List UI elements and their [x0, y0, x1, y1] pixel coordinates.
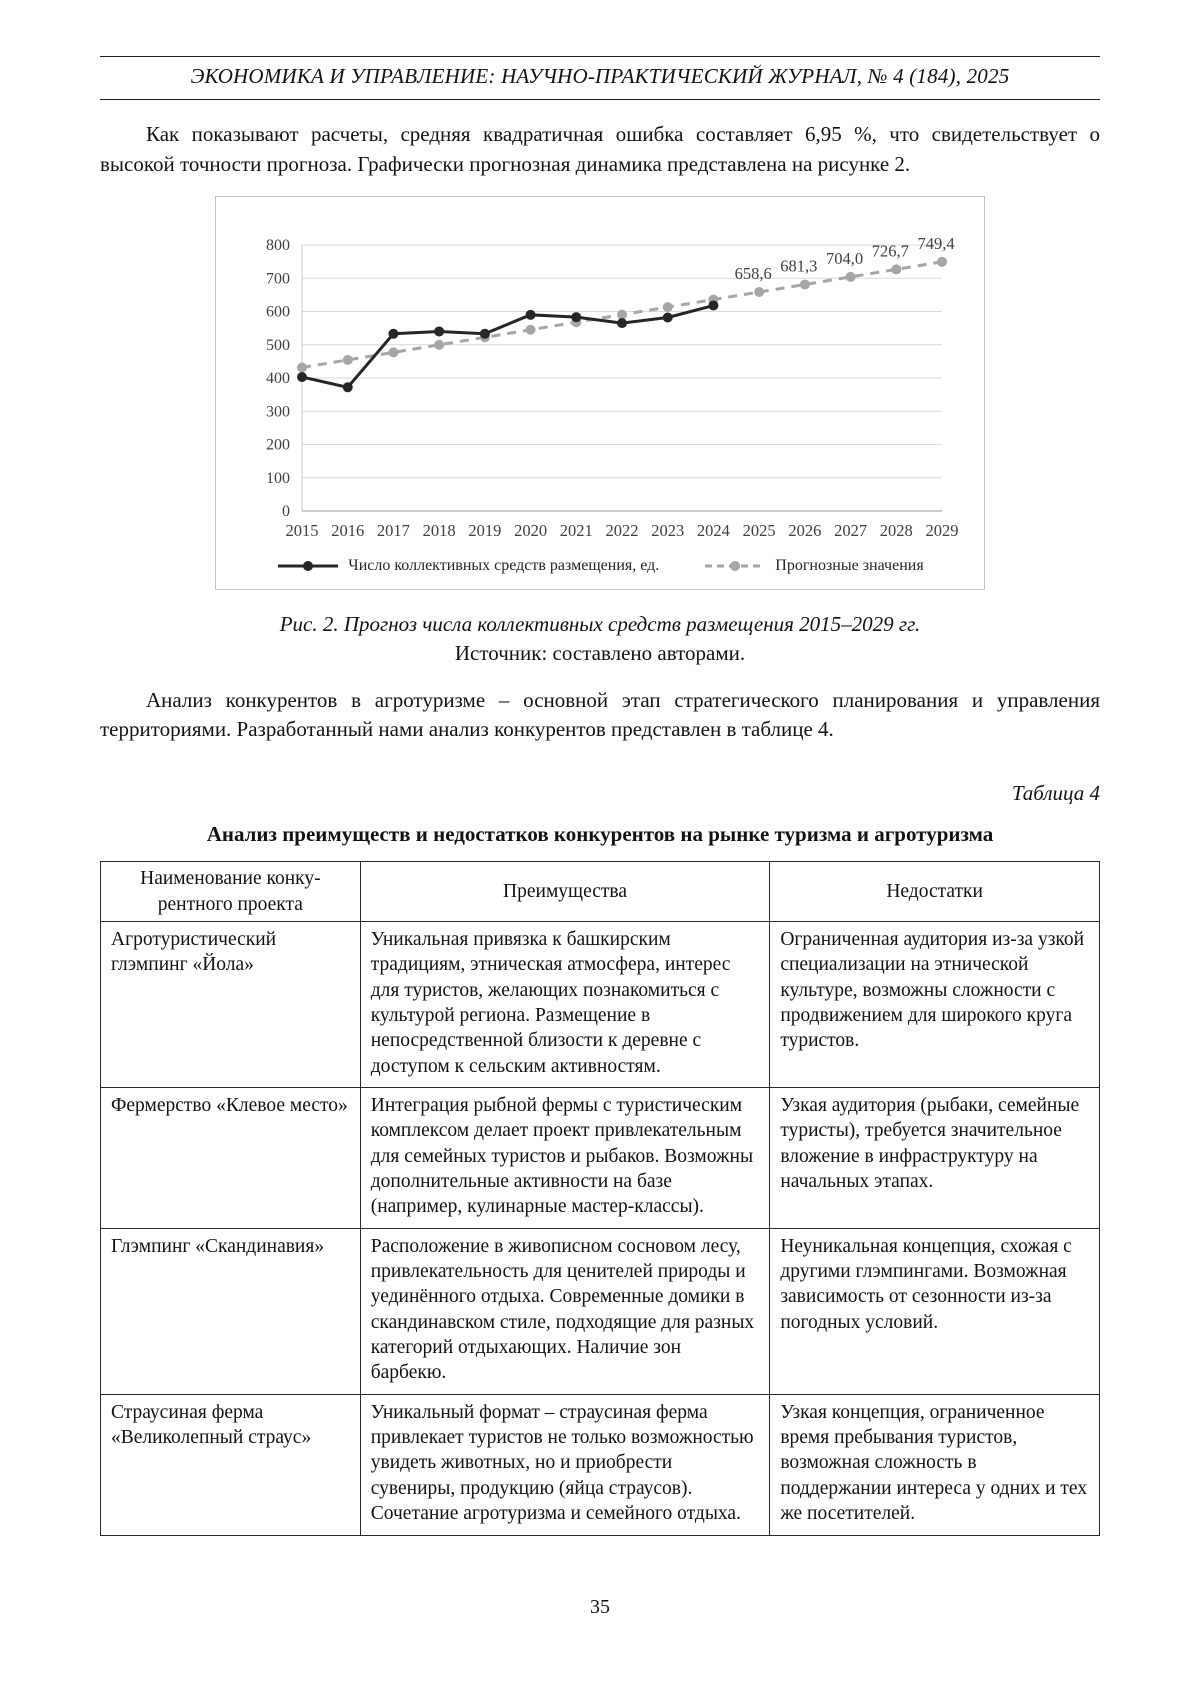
- table-row: [101, 921, 1100, 1087]
- svg-text:400: 400: [266, 369, 290, 387]
- svg-text:2017: 2017: [376, 520, 410, 540]
- svg-text:600: 600: [266, 303, 290, 321]
- svg-text:2021: 2021: [559, 520, 593, 540]
- table-header-row: [101, 862, 1100, 922]
- legend-item: [703, 557, 923, 575]
- svg-text:681,3: 681,3: [780, 256, 818, 276]
- svg-text:2016: 2016: [331, 520, 365, 540]
- svg-text:726,7: 726,7: [871, 240, 909, 260]
- svg-text:700: 700: [266, 269, 290, 287]
- svg-text:0: 0: [282, 502, 290, 520]
- svg-text:658,6: 658,6: [734, 263, 772, 283]
- svg-text:2020: 2020: [514, 520, 548, 540]
- journal-running-head: ЭКОНОМИКА И УПРАВЛЕНИЕ: НАУЧНО-ПРАКТИЧЕСКИЙ ЖУРНАЛ, № 4 (184), 2025: [100, 56, 1100, 100]
- svg-text:300: 300: [266, 402, 290, 420]
- figure2-source: Источник: составлено авторами.: [454, 640, 746, 665]
- svg-text:800: 800: [266, 236, 290, 254]
- header-advantages: Преимущества: [360, 862, 770, 922]
- chart-legend: [220, 557, 980, 581]
- cell-advantages: Уникальный формат – страусиная ферма привлекает туристов не только возможностью увидеть животных, но и приобрести сувениры, продукцию (яйца страусов). Сочетание агротуризма и семейного отдыха.: [360, 1394, 770, 1535]
- svg-text:2028: 2028: [879, 520, 913, 540]
- table-row: [101, 1088, 1100, 1229]
- svg-text:2023: 2023: [651, 520, 685, 540]
- cell-project-name: Агротуристический глэмпинг «Йола»: [101, 921, 361, 1087]
- legend-line-marker-icon: [703, 559, 767, 573]
- cell-disadvantages: Узкая концепция, ограниченное время пребывания туристов, возможная сложность в поддержании интереса у одних и тех же посетителей.: [770, 1394, 1100, 1535]
- cell-advantages: Уникальная привязка к башкирским традициям, этническая атмосфера, интерес для туристов, желающих познакомиться с культурой региона. Размещение в непосредственной близости к деревне с доступом к сельским активностям.: [360, 921, 770, 1087]
- competitor-table: [100, 861, 1100, 1535]
- cell-project-name: Глэмпинг «Скандинавия»: [101, 1228, 361, 1394]
- cell-advantages: Интеграция рыбной фермы с туристическим комплексом делает проект привлекательным для семейных туристов и рыбаков. Возможны дополнительные активности на базе (например, кулинарные мастер-классы).: [360, 1088, 770, 1229]
- cell-disadvantages: Узкая аудитория (рыбаки, семейные туристы), требуется значительное вложение в инфраструктуру на начальных этапах.: [770, 1088, 1100, 1229]
- legend-item: [276, 557, 659, 575]
- figure2-line-chart: [220, 211, 980, 551]
- paragraph-forecast-accuracy: Как показывают расчеты, средняя квадратичная ошибка составляет 6,95 %, что свидетельствует о высокой точности прогноза. Графически прогнозная динамика представлена на рисунке 2.: [100, 122, 1100, 176]
- svg-text:2024: 2024: [696, 520, 730, 540]
- cell-project-name: Фермерство «Клевое место»: [101, 1088, 361, 1229]
- svg-text:2018: 2018: [422, 520, 456, 540]
- header-project-name: Наименование конку- рентного проекта: [101, 862, 361, 922]
- header-disadvantages: Недостатки: [770, 862, 1100, 922]
- svg-text:749,4: 749,4: [917, 233, 955, 253]
- legend-line-marker-icon: [276, 559, 340, 573]
- table-row: [101, 1394, 1100, 1535]
- legend-label: Прогнозные значения: [775, 556, 924, 574]
- svg-text:100: 100: [266, 469, 290, 487]
- svg-text:2022: 2022: [605, 520, 639, 540]
- svg-text:2027: 2027: [834, 520, 868, 540]
- svg-text:2026: 2026: [788, 520, 822, 540]
- page-number: 35: [590, 1595, 610, 1618]
- svg-text:704,0: 704,0: [826, 248, 864, 268]
- table4-label: Таблица 4: [1011, 781, 1100, 806]
- legend-label: Число коллективных средств размещения, ед.: [348, 556, 660, 574]
- cell-project-name: Страусиная ферма «Великолепный страус»: [101, 1394, 361, 1535]
- table-row: [101, 1228, 1100, 1394]
- svg-text:500: 500: [266, 336, 290, 354]
- svg-text:2015: 2015: [285, 520, 319, 540]
- svg-text:2029: 2029: [925, 520, 959, 540]
- figure2-chart-frame: [215, 196, 985, 590]
- cell-disadvantages: Ограниченная аудитория из-за узкой специализации на этнической культуре, возможны сложности с продвижением для широкого круга туристов.: [770, 921, 1100, 1087]
- svg-text:2019: 2019: [468, 520, 502, 540]
- cell-disadvantages: Неуникальная концепция, схожая с другими глэмпингами. Возможная зависимость от сезонности из-за погодных условий.: [770, 1228, 1100, 1394]
- table4-title: Анализ преимуществ и недостатков конкурентов на рынке туризма и агротуризма: [206, 822, 994, 847]
- svg-text:2025: 2025: [742, 520, 776, 540]
- svg-text:200: 200: [266, 436, 290, 454]
- cell-advantages: Расположение в живописном сосновом лесу, привлекательность для ценителей природы и уединённого отдыха. Современные домики в скандинавском стиле, подходящие для разных категорий отдыхающих. Наличие зон барбекю.: [360, 1228, 770, 1394]
- figure2-caption: Рис. 2. Прогноз числа коллективных средств размещения 2015–2029 гг.: [279, 611, 921, 636]
- paragraph-competitor-analysis: Анализ конкурентов в агротуризме – основной этап стратегического планирования и управления территориями. Разработанный нами анализ конкурентов представлен в таблице 4.: [100, 687, 1100, 742]
